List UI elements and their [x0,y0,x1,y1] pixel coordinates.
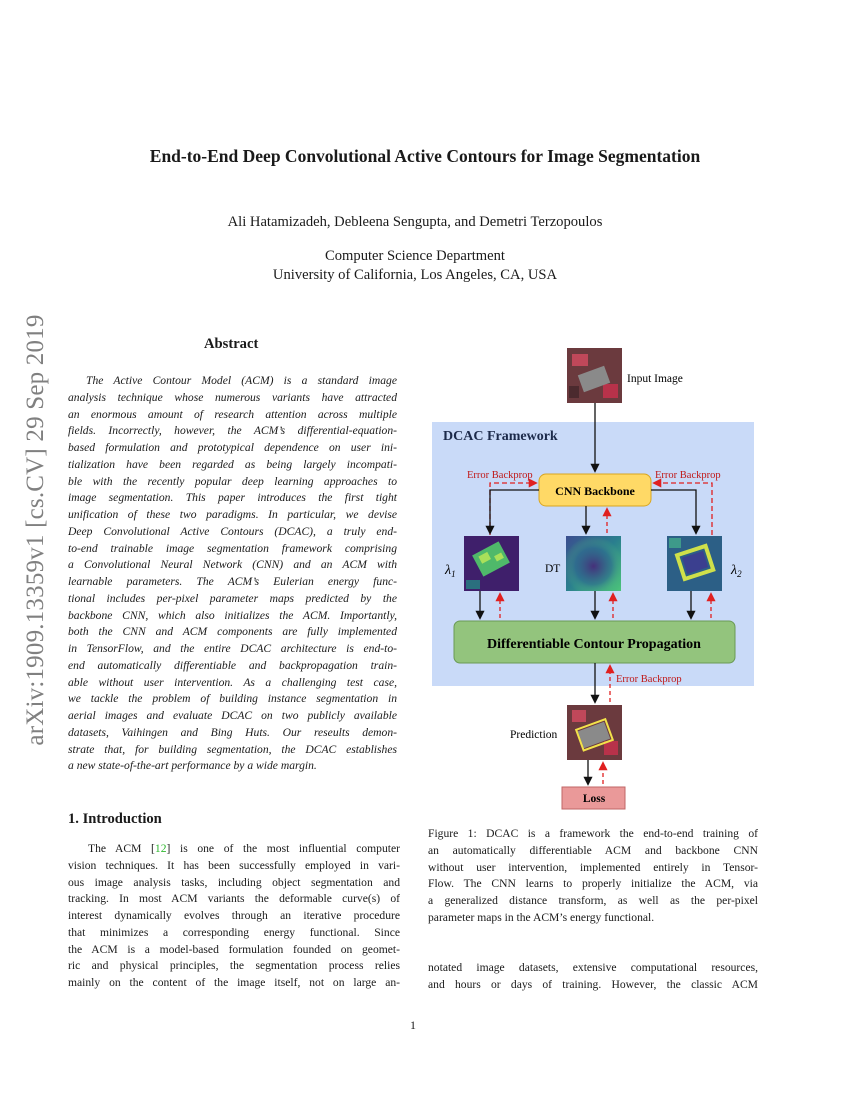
intro-line: tracking. In most ACM variants the deformable curve(s) of [68,892,400,906]
abstract-line: aerial images and evaluate DCAC on two publicly available [68,709,397,722]
caption-line: Figure 1: DCAC is a framework the end-to-end training of [428,827,758,840]
abstract-line: based formulation and prototypical dependence on user ini- [68,441,397,454]
input-aerial-image [567,348,622,403]
prediction-label: Prediction [510,729,558,741]
error-backprop-left-label: Error Backprop [467,470,533,481]
continuation-line: notated image datasets, extensive computational resources, [428,961,758,974]
affiliation-department: Computer Science Department [325,248,505,264]
lambda2-symbol: λ [731,563,738,578]
intro-line: vision techniques. It has been successfully employed in vari- [68,858,400,872]
abstract-body [68,373,397,775]
abstract-line: learnable parameters. The ACM’s Eulerian energy func- [68,575,397,588]
abstract-line: tional includes per-pixel parameter maps predicted by the [68,591,397,605]
intro-line: ous image analysis tasks, including object segmentation and [68,875,400,889]
intro-line: interest dynamically evolves through an iterative procedure [68,909,400,922]
abstract-line: able without user intervention. As a challenging test case, [68,675,397,689]
error-backprop-bottom-label: Error Backprop [616,674,682,685]
lambda1-symbol: λ [445,563,452,578]
paper-title: End-to-End Deep Convolutional Active Contours for Image Segmentation [149,146,701,166]
abstract-line: backbone CNN, which also initializes the ACM. Importantly, [68,608,397,622]
abstract-line: The Active Contour Model (ACM) is a standard image [86,374,397,387]
abstract-line: Deep Convolutional Active Contours (DCAC), a truly end- [68,524,397,538]
abstract-line: datasets, Vaihingen and Bing Huts. Our reseults demon- [68,725,397,739]
abstract-line: in TensorFlow, and the entire DCAC architecture is end-to- [68,642,397,655]
lambda2-subscript: 2 [737,569,742,579]
lambda2-map [667,536,722,591]
affiliation [0,247,830,285]
abstract-line: strate that, for building segmentation, the DCAC establishes [68,742,397,756]
abstract-line: a new state-of-the-art performance by a wide margin. [68,759,317,773]
abstract-line: image segmentation. This paper introduces the first tight [68,491,397,505]
page-number: 1 [410,1018,416,1032]
intro-text: ] is one of the most influential computer [166,842,400,855]
abstract-line: we tackle the problem of building instance segmentation in [68,692,397,706]
intro-line: ric and physical principles, the segmentation process relies [68,959,400,973]
citation-link[interactable]: 12 [154,842,167,855]
prediction-image [567,705,622,760]
intro-line: the ACM is a model-based formulation founded on geomet- [68,942,400,956]
framework-label: DCAC Framework [443,429,558,444]
arxiv-stamp: arXiv:1909.13359v1 [cs.CV] 29 Sep 2019 [22,314,49,746]
abstract-line: both the CNN and ACM components are fully implemented [68,625,397,639]
caption-line: an automatically differentiable ACM and backbone CNN [428,843,758,857]
error-backprop-right-label: Error Backprop [655,470,721,481]
abstract-line: to-end trainable image segmentation framework comprising [68,541,397,555]
abstract-line: tialization have been regarded as being largely incompati- [68,457,397,471]
abstract-line: analysis technique whose numerous variants have attracted [68,390,397,404]
intro-line: mainly on the content of the image itself, not on large an- [68,976,400,989]
input-image-label: Input Image [627,373,683,385]
caption-line: parameter maps in the ACM’s energy functional. [428,910,655,924]
intro-line [68,841,400,858]
abstract-line: an enormous amount of research attention across multiple [68,407,397,421]
abstract-line: ble with the recently popular deep learning approaches to [68,474,397,488]
caption-line: a generalized distance transform, as well as the per-pixel [428,894,758,907]
figure-dcac-framework [420,340,770,815]
abstract-line: fields. Incorrectly, however, the ACM’s differential-equation- [68,424,397,438]
intro-line: that minimizes a corresponding energy functional. Since [68,925,400,939]
loss-label: Loss [582,793,606,805]
contour-propagation-label: Differentiable Contour Propagation [487,637,701,652]
dt-label: DT [545,563,561,575]
abstract-heading: Abstract [204,336,259,352]
caption-line: Flow. The CNN learns to properly initialize the ACM, via [428,877,758,891]
column-continuation [428,960,758,994]
cnn-backbone-label: CNN Backbone [555,484,635,498]
section-heading-introduction: 1. Introduction [68,811,162,827]
intro-text: The ACM [ [88,842,155,855]
caption-line: without user intervention, implemented entirely in Tensor- [428,860,758,874]
continuation-line: and hours or days of training. However, the classic ACM [428,977,758,991]
abstract-line: end automatically differentiable and backpropagation train- [68,658,397,672]
distance-transform-map [566,536,621,591]
lambda1-subscript: 1 [451,569,456,579]
affiliation-university: University of California, Los Angeles, CA, USA [272,267,558,283]
introduction-body [68,841,400,992]
abstract-line: unification of these two paradigms. In particular, we devise [68,508,397,521]
lambda1-map [464,536,519,591]
abstract-line: a Convolutional Neural Network (CNN) and an ACM with [68,558,397,572]
author-list: Ali Hatamizadeh, Debleena Sengupta, and Demetri Terzopoulos [227,214,603,230]
figure-caption [428,826,758,927]
